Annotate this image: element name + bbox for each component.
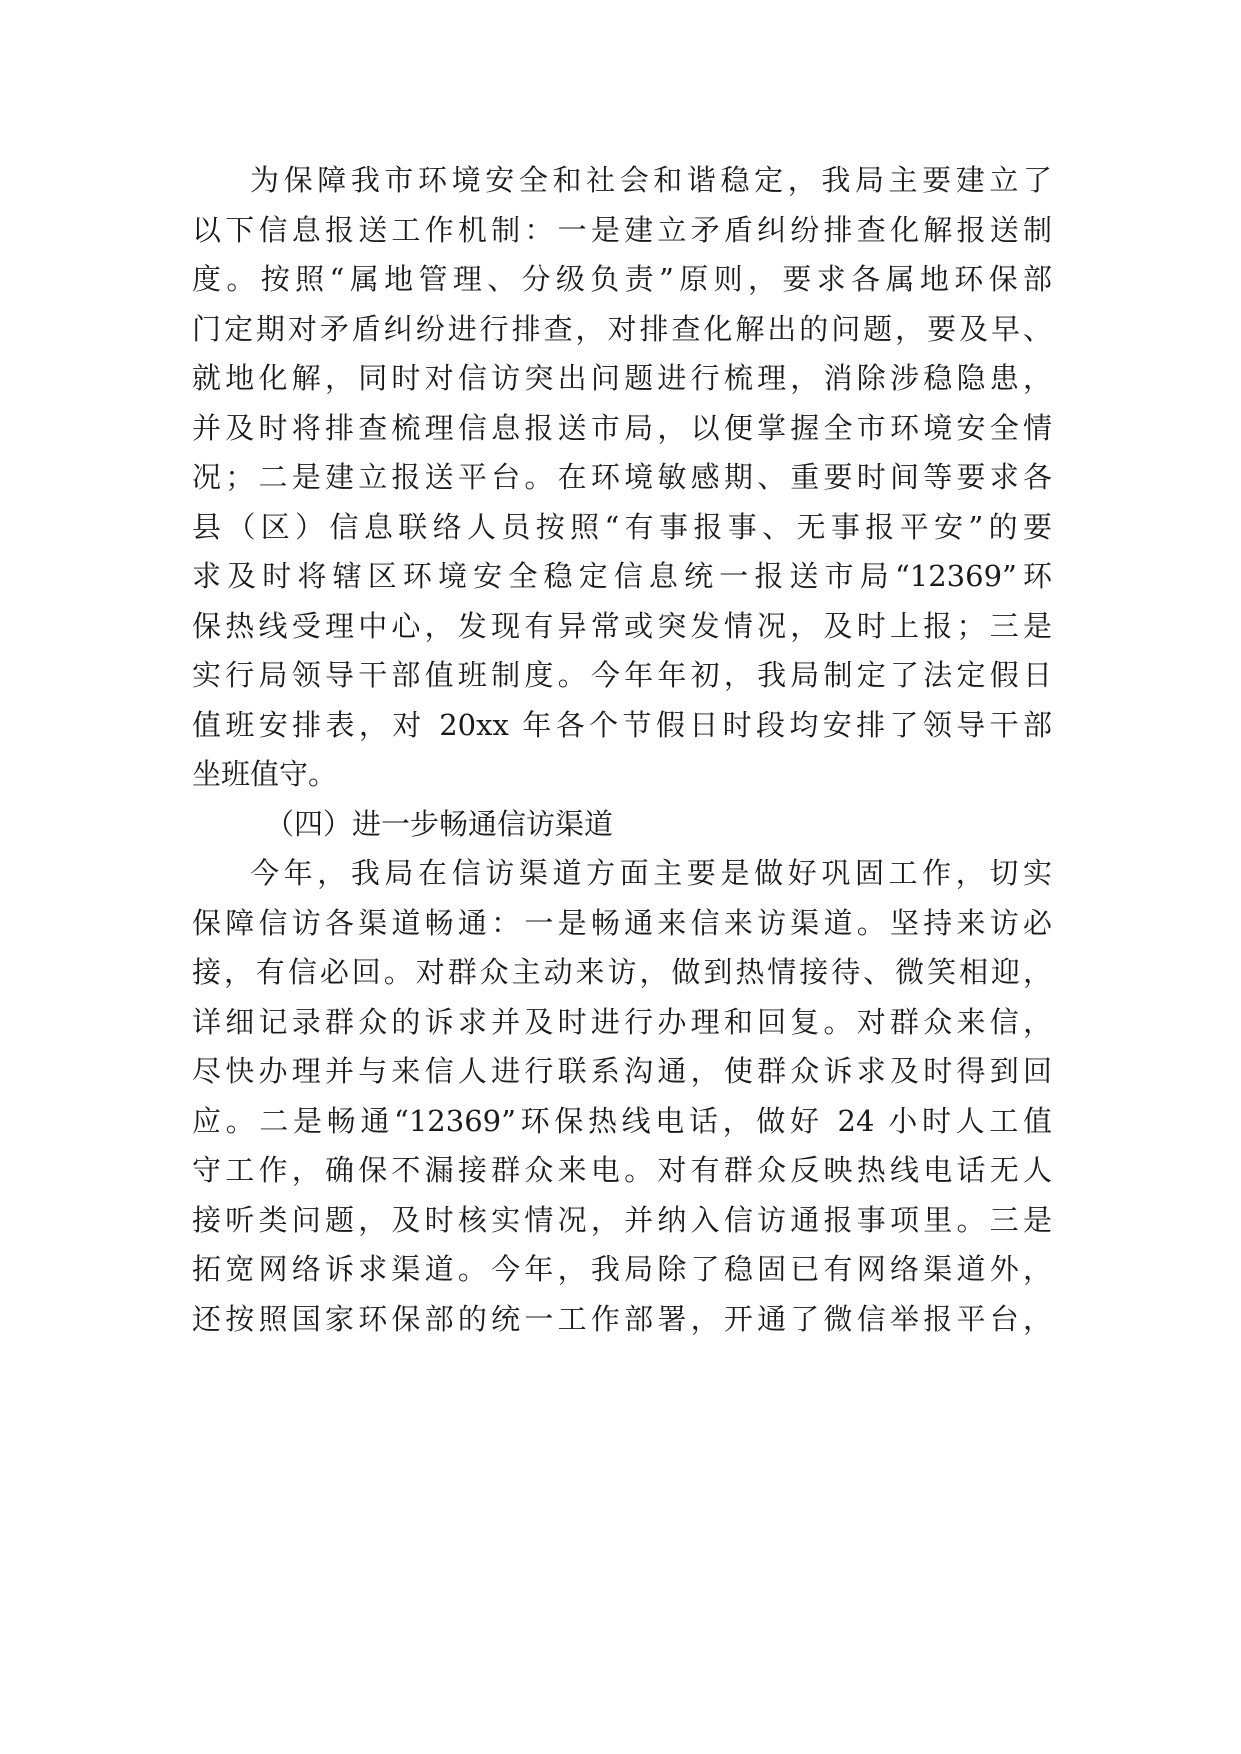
- paragraph-line: 县（区）信息联络人员按照“有事报事、无事报平安”的要: [192, 509, 1052, 544]
- paragraph-line: 以下信息报送工作机制：一是建立矛盾纠纷排查化解报送制: [192, 212, 1052, 247]
- paragraph-line: 值班安排表，对 20xx 年各个节假日时段均安排了领导干部: [192, 707, 1052, 742]
- paragraph-petition-channels: [192, 849, 1052, 1344]
- paragraph-environmental-safety: [192, 156, 1052, 800]
- paragraph-line: 为保障我市环境安全和社会和谐稳定，我局主要建立了: [250, 163, 1052, 197]
- paragraph-line: 尽快办理并与来信人进行联系沟通，使群众诉求及时得到回: [192, 1054, 1052, 1088]
- document-body: [192, 156, 1052, 1344]
- paragraph-line: 应。二是畅通“12369”环保热线电话，做好 24 小时人工值: [192, 1103, 1052, 1138]
- paragraph-line: 就地化解，同时对信访突出问题进行梳理，消除涉稳隐患，: [192, 361, 1052, 395]
- paragraph-line: 详细记录群众的诉求并及时进行办理和回复。对群众来信，: [192, 1004, 1052, 1039]
- paragraph-line: 门定期对矛盾纠纷进行排查，对排查化解出的问题，要及早、: [192, 311, 1052, 346]
- paragraph-line: 保障信访各渠道畅通：一是畅通来信来访渠道。坚持来访必: [192, 905, 1052, 940]
- paragraph-line: 保热线受理中心，发现有异常或突发情况，及时上报；三是: [192, 608, 1052, 643]
- paragraph-line: 今年，我局在信访渠道方面主要是做好巩固工作，切实: [250, 856, 1052, 890]
- paragraph-line: 实行局领导干部值班制度。今年年初，我局制定了法定假日: [192, 658, 1052, 692]
- paragraph-line: 坐班值守。: [192, 757, 338, 791]
- paragraph-line: 守工作，确保不漏接群众来电。对有群众反映热线电话无人: [192, 1153, 1052, 1187]
- section-heading: （四）进一步畅通信访渠道: [265, 806, 614, 841]
- paragraph-line: 度。按照“属地管理、分级负责”原则，要求各属地环保部: [192, 262, 1052, 296]
- paragraph-line: 还按照国家环保部的统一工作部署，开通了微信举报平台，: [192, 1301, 1052, 1336]
- paragraph-line: 接听类问题，及时核实情况，并纳入信访通报事项里。三是: [192, 1202, 1052, 1237]
- paragraph-line: 并及时将排查梳理信息报送市局，以便掌握全市环境安全情: [192, 410, 1052, 445]
- paragraph-line: 拓宽网络诉求渠道。今年，我局除了稳固已有网络渠道外，: [192, 1252, 1052, 1286]
- paragraph-line: 求及时将辖区环境安全稳定信息统一报送市局“12369”环: [192, 559, 1052, 593]
- paragraph-line: 接，有信必回。对群众主动来访，做到热情接待、微笑相迎，: [192, 955, 1052, 989]
- paragraph-line: 况；二是建立报送平台。在环境敏感期、重要时间等要求各: [192, 460, 1052, 494]
